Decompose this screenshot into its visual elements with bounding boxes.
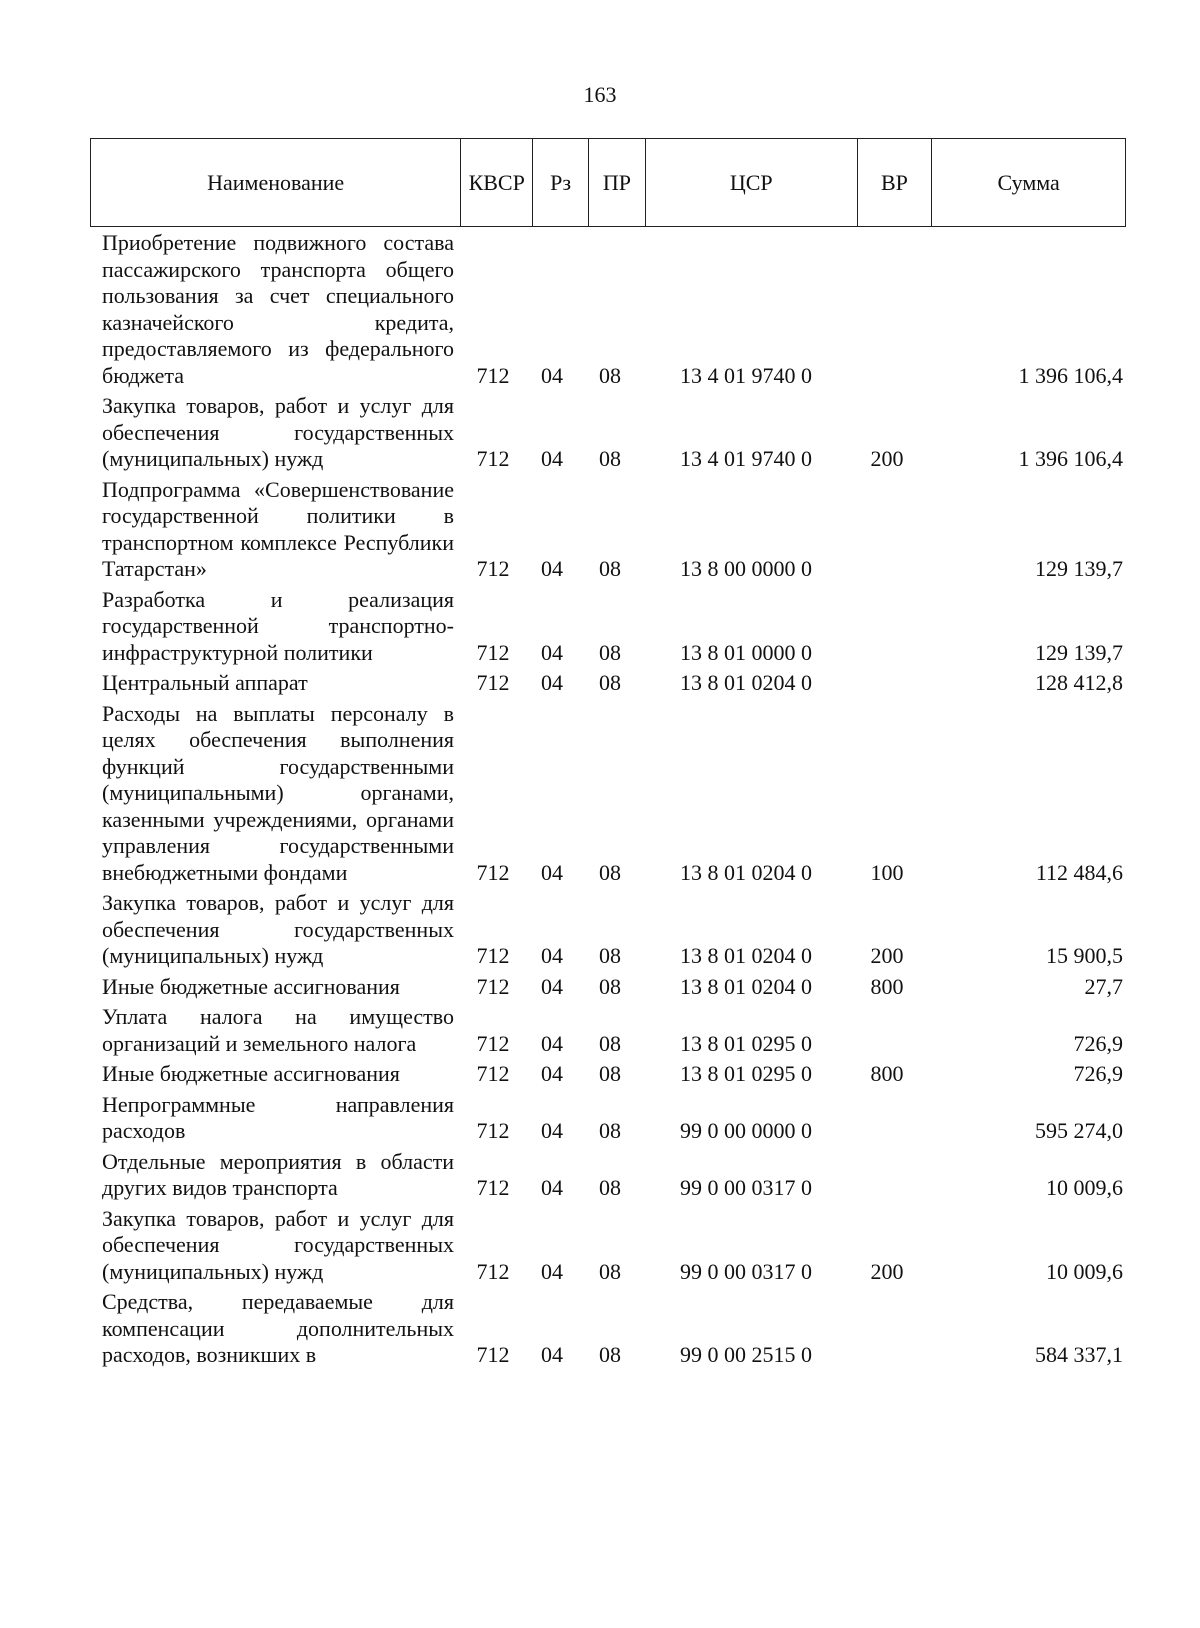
cell-rz: 04 [541, 1030, 563, 1056]
cell-pr: 08 [599, 446, 621, 471]
table-row [90, 670, 1126, 697]
cell-sum: 129 139,7 [1035, 639, 1123, 665]
cell-rz: 04 [541, 973, 563, 999]
cell-csr: 13 8 01 0204 0 [680, 943, 812, 968]
cell-kvsr: 712 [476, 446, 510, 471]
cell-pr: 08 [599, 1061, 621, 1086]
cell-name: Уплата налога на имущество организаций и земельного налога [102, 1004, 454, 1056]
cell-sum: 27,7 [1084, 973, 1123, 999]
cell-kvsr: 712 [476, 1175, 510, 1200]
cell-rz: 04 [541, 1175, 563, 1200]
table-row [90, 1149, 1126, 1202]
cell-sum: 10 009,6 [1046, 1258, 1123, 1284]
cell-csr: 13 8 01 0204 0 [680, 973, 812, 999]
page-number: 163 [583, 82, 617, 107]
cell-pr: 08 [599, 973, 621, 999]
cell-csr: 99 0 00 0317 0 [680, 1258, 812, 1284]
cell-pr: 08 [599, 362, 621, 388]
cell-vr: 200 [870, 1258, 904, 1284]
cell-sum: 128 412,8 [1035, 670, 1123, 695]
cell-rz: 04 [541, 943, 563, 968]
table-header [90, 138, 1126, 227]
cell-kvsr: 712 [476, 1061, 510, 1086]
cell-csr: 13 8 01 0295 0 [680, 1030, 812, 1056]
cell-rz: 04 [541, 1061, 563, 1086]
table-row [90, 587, 1126, 667]
cell-vr: 200 [870, 446, 904, 471]
cell-sum: 10 009,6 [1046, 1175, 1123, 1200]
cell-kvsr: 712 [476, 943, 510, 968]
cell-csr: 13 8 01 0204 0 [680, 670, 812, 695]
cell-csr: 13 4 01 9740 0 [680, 362, 812, 388]
cell-csr: 13 8 01 0000 0 [680, 639, 812, 665]
cell-sum: 726,9 [1073, 1061, 1123, 1086]
table-row [90, 393, 1126, 473]
cell-vr: 800 [870, 973, 904, 999]
cell-pr: 08 [599, 670, 621, 695]
header-csr: ЦСР [646, 139, 858, 226]
cell-rz: 04 [541, 670, 563, 695]
cell-rz: 04 [541, 1258, 563, 1284]
cell-csr: 13 8 00 0000 0 [680, 556, 812, 581]
cell-sum: 112 484,6 [1035, 859, 1123, 885]
cell-rz: 04 [541, 556, 563, 581]
cell-rz: 04 [541, 1342, 563, 1367]
cell-pr: 08 [599, 1175, 621, 1200]
cell-name: Закупка товаров, работ и услуг для обеспечения государственных (муниципальных) нужд [102, 1205, 454, 1284]
cell-name: Закупка товаров, работ и услуг для обеспечения государственных (муниципальных) нужд [102, 890, 454, 968]
cell-name: Приобретение подвижного состава пассажирского транспорта общего пользования за счет специального казначейского кредита, предоставляемого из федерального бюджета [102, 230, 454, 388]
table-row [90, 477, 1126, 583]
cell-kvsr: 712 [476, 670, 510, 695]
cell-csr: 99 0 00 2515 0 [680, 1342, 812, 1367]
cell-pr: 08 [599, 943, 621, 968]
cell-kvsr: 712 [476, 1030, 510, 1056]
cell-rz: 04 [541, 1118, 563, 1143]
header-name: Наименование [91, 139, 461, 226]
cell-rz: 04 [541, 639, 563, 665]
table-row [90, 1289, 1126, 1369]
table-row [90, 890, 1126, 970]
table-row [90, 230, 1126, 389]
cell-vr: 800 [870, 1061, 904, 1086]
cell-kvsr: 712 [476, 639, 510, 665]
cell-pr: 08 [599, 1118, 621, 1143]
cell-kvsr: 712 [476, 556, 510, 581]
header-sum: Сумма [997, 169, 1060, 195]
cell-vr: 200 [870, 943, 904, 968]
cell-csr: 13 8 01 0204 0 [680, 859, 812, 885]
cell-sum: 15 900,5 [1046, 943, 1123, 968]
cell-name: Расходы на выплаты персоналу в целях обеспечения выполнения функций государственными (муниципальными) органами, казенными учреждениями, органами управления государственными внебюджетными фондами [102, 700, 454, 885]
cell-kvsr: 712 [476, 362, 510, 388]
cell-sum: 1 396 106,4 [1018, 446, 1123, 471]
table-body [90, 230, 1126, 1373]
cell-rz: 04 [541, 446, 563, 471]
table-row [90, 1061, 1126, 1088]
cell-name: Подпрограмма «Совершенствование государственной политики в транспортном комплексе Республики Татарстан» [102, 476, 454, 581]
cell-rz: 04 [541, 859, 563, 885]
cell-vr: 100 [870, 859, 904, 885]
header-kvsr: КВСР [461, 139, 533, 226]
cell-sum: 1 396 106,4 [1018, 362, 1123, 388]
table-row [90, 974, 1126, 1001]
cell-pr: 08 [599, 1258, 621, 1284]
table-row [90, 1092, 1126, 1145]
cell-pr: 08 [599, 1030, 621, 1056]
cell-csr: 13 8 01 0295 0 [680, 1061, 812, 1086]
cell-sum: 129 139,7 [1035, 556, 1123, 581]
cell-pr: 08 [599, 639, 621, 665]
cell-name: Иные бюджетные ассигнования [102, 1061, 400, 1086]
cell-csr: 13 4 01 9740 0 [680, 446, 812, 471]
cell-kvsr: 712 [476, 973, 510, 999]
table-row [90, 1206, 1126, 1286]
cell-kvsr: 712 [476, 859, 510, 885]
header-rz: Рз [533, 139, 589, 226]
cell-name: Закупка товаров, работ и услуг для обеспечения государственных (муниципальных) нужд [102, 393, 454, 471]
cell-name: Разработка и реализация государственной транспортно-инфраструктурной политики [102, 586, 454, 665]
table-row [90, 701, 1126, 887]
cell-name: Средства, передаваемые для компенсации дополнительных расходов, возникших в [102, 1289, 454, 1367]
cell-sum: 584 337,1 [1035, 1342, 1123, 1367]
cell-kvsr: 712 [476, 1342, 510, 1367]
cell-name: Непрограммные направления расходов [102, 1091, 454, 1143]
cell-pr: 08 [599, 556, 621, 581]
cell-kvsr: 712 [476, 1258, 510, 1284]
cell-rz: 04 [541, 362, 563, 388]
cell-name: Иные бюджетные ассигнования [102, 973, 400, 999]
table-row [90, 1004, 1126, 1057]
header-vr: ВР [858, 139, 933, 226]
cell-pr: 08 [599, 859, 621, 885]
cell-sum: 726,9 [1073, 1030, 1123, 1056]
cell-csr: 99 0 00 0317 0 [680, 1175, 812, 1200]
cell-sum: 595 274,0 [1035, 1118, 1123, 1143]
cell-csr: 99 0 00 0000 0 [680, 1118, 812, 1143]
cell-name: Отдельные мероприятия в области других видов транспорта [102, 1148, 454, 1200]
cell-name: Центральный аппарат [102, 670, 308, 695]
cell-kvsr: 712 [476, 1118, 510, 1143]
cell-pr: 08 [599, 1342, 621, 1367]
header-pr: ПР [589, 139, 646, 226]
